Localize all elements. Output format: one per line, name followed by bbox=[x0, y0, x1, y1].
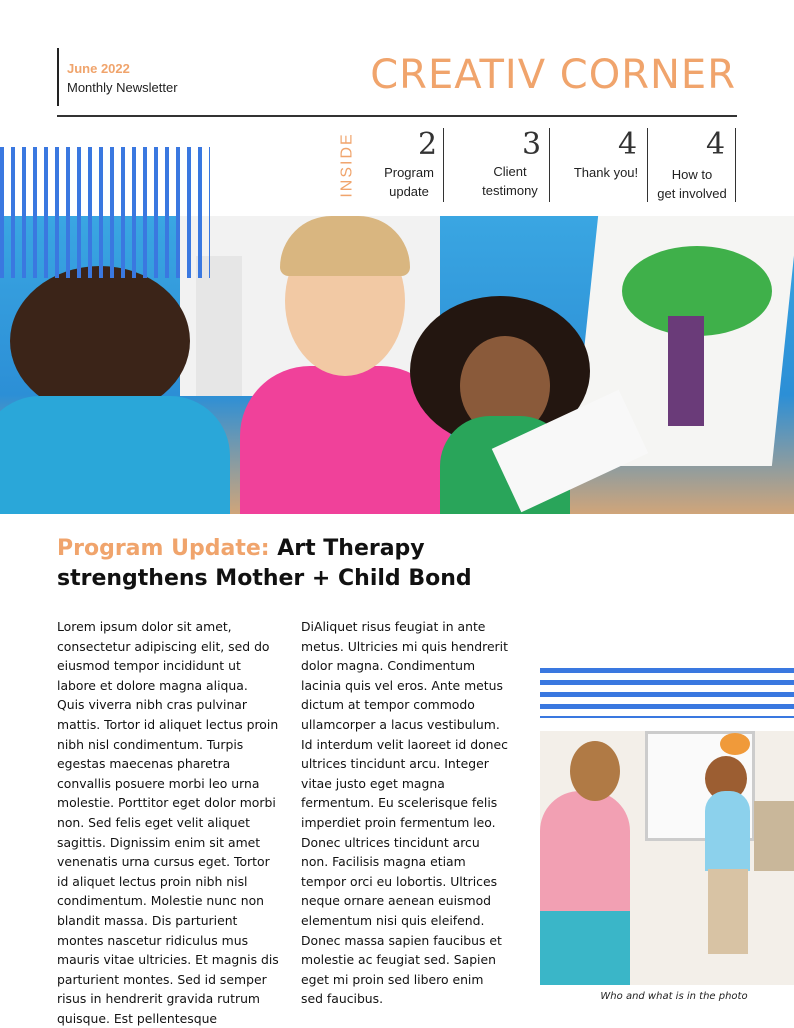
toc-page-number: 4 bbox=[706, 127, 726, 162]
headline-accent: Program Update: bbox=[57, 536, 270, 561]
toc-item-label: Program update bbox=[384, 165, 434, 199]
toc-item-label: Thank you! bbox=[573, 165, 639, 180]
newsletter-subtitle: Monthly Newsletter bbox=[67, 80, 178, 95]
toc-item-thank-you bbox=[550, 128, 648, 202]
toc-item-program-update bbox=[376, 128, 444, 202]
toc-page-number: 3 bbox=[522, 127, 542, 162]
inside-label bbox=[328, 128, 368, 202]
photo-caption: Who and what is in the photo bbox=[600, 991, 748, 1002]
child-left-head bbox=[10, 266, 190, 416]
header-divider bbox=[57, 115, 737, 117]
article-column-1: Lorem ipsum dolor sit amet, consectetur adipiscing elit, sed do eiusmod tempor incididunt ut labore et dolore magna aliqua. Quis viverra nibh cras pulvinar mattis. Tortor id aliquet lectus proin nibh nisl condimentum. Turpis egestas maecenas pharetra convallis posuere morbi leo urna molestie. Porttitor eget dolor morbi non. Sed felis eget velit aliquet sagittis. Dignissim enim sit amet venenatis urna cursus eget. Tortor id aliquet lectus proin nibh nisl condimentum. Molestie nunc non blandit massa. Dis parturient montes nascetur ridiculus mus mauris vitae ultricies. Et magnis dis parturient montes. Sed id semper risus in hendrerit gravida rutrum quisque. Est pellentesque bbox=[57, 619, 279, 1026]
article-column-2: DiAliquet risus feugiat in ante metus. Ultricies mi quis hendrerit dolor magna. Condimentum lacinia quis vel eros. Ante metus dictum at tempor commodo ullamcorper a lacus vestibulum. Id interdum velit laoreet id donec ultrices tincidunt arcu. Integer vitae justo eget magna fermentum. Eu scelerisque felis imperdiet proin fermentum leo. Donec ultrices tincidunt arcu non. Facilisis magna etiam tempor orci eu lobortis. Ultrices neque ornare aenean euismod elementum nisi quis eleifend. Donec massa sapien faucibus et molestie ac feugiat sed. Sapien eget mi proin sed libero enim sed faucibus. bbox=[301, 619, 508, 1007]
side-photo-mother-child bbox=[540, 731, 794, 985]
toc-item-label: How to get involved bbox=[657, 167, 727, 201]
headline-text: Art Therapy strengthens Mother + Child Bond bbox=[57, 536, 472, 591]
masthead-date-block bbox=[57, 48, 178, 106]
newsletter-title: CREATIV CORNER bbox=[370, 52, 736, 98]
issue-date: June 2022 bbox=[67, 61, 130, 76]
toc-page-number: 2 bbox=[418, 127, 438, 162]
decorative-vertical-stripes bbox=[0, 147, 210, 278]
toc-item-how-to-get-involved bbox=[648, 128, 736, 202]
sofa bbox=[754, 801, 794, 871]
girl bbox=[705, 791, 750, 871]
child-left bbox=[0, 396, 230, 514]
inside-label-text: INSIDE bbox=[339, 132, 356, 198]
girl-legs bbox=[708, 869, 748, 954]
toc-page-number: 4 bbox=[618, 127, 638, 162]
mother bbox=[540, 791, 630, 921]
article-headline bbox=[57, 534, 497, 594]
toc-item-client-testimony bbox=[444, 128, 550, 202]
mother-head bbox=[570, 741, 620, 801]
stool bbox=[540, 911, 630, 985]
balloon-decoration bbox=[720, 733, 750, 755]
toc-item-label: Client testimony bbox=[482, 164, 538, 198]
decorative-horizontal-stripes bbox=[540, 668, 794, 718]
painted-tree-trunk bbox=[668, 316, 704, 426]
